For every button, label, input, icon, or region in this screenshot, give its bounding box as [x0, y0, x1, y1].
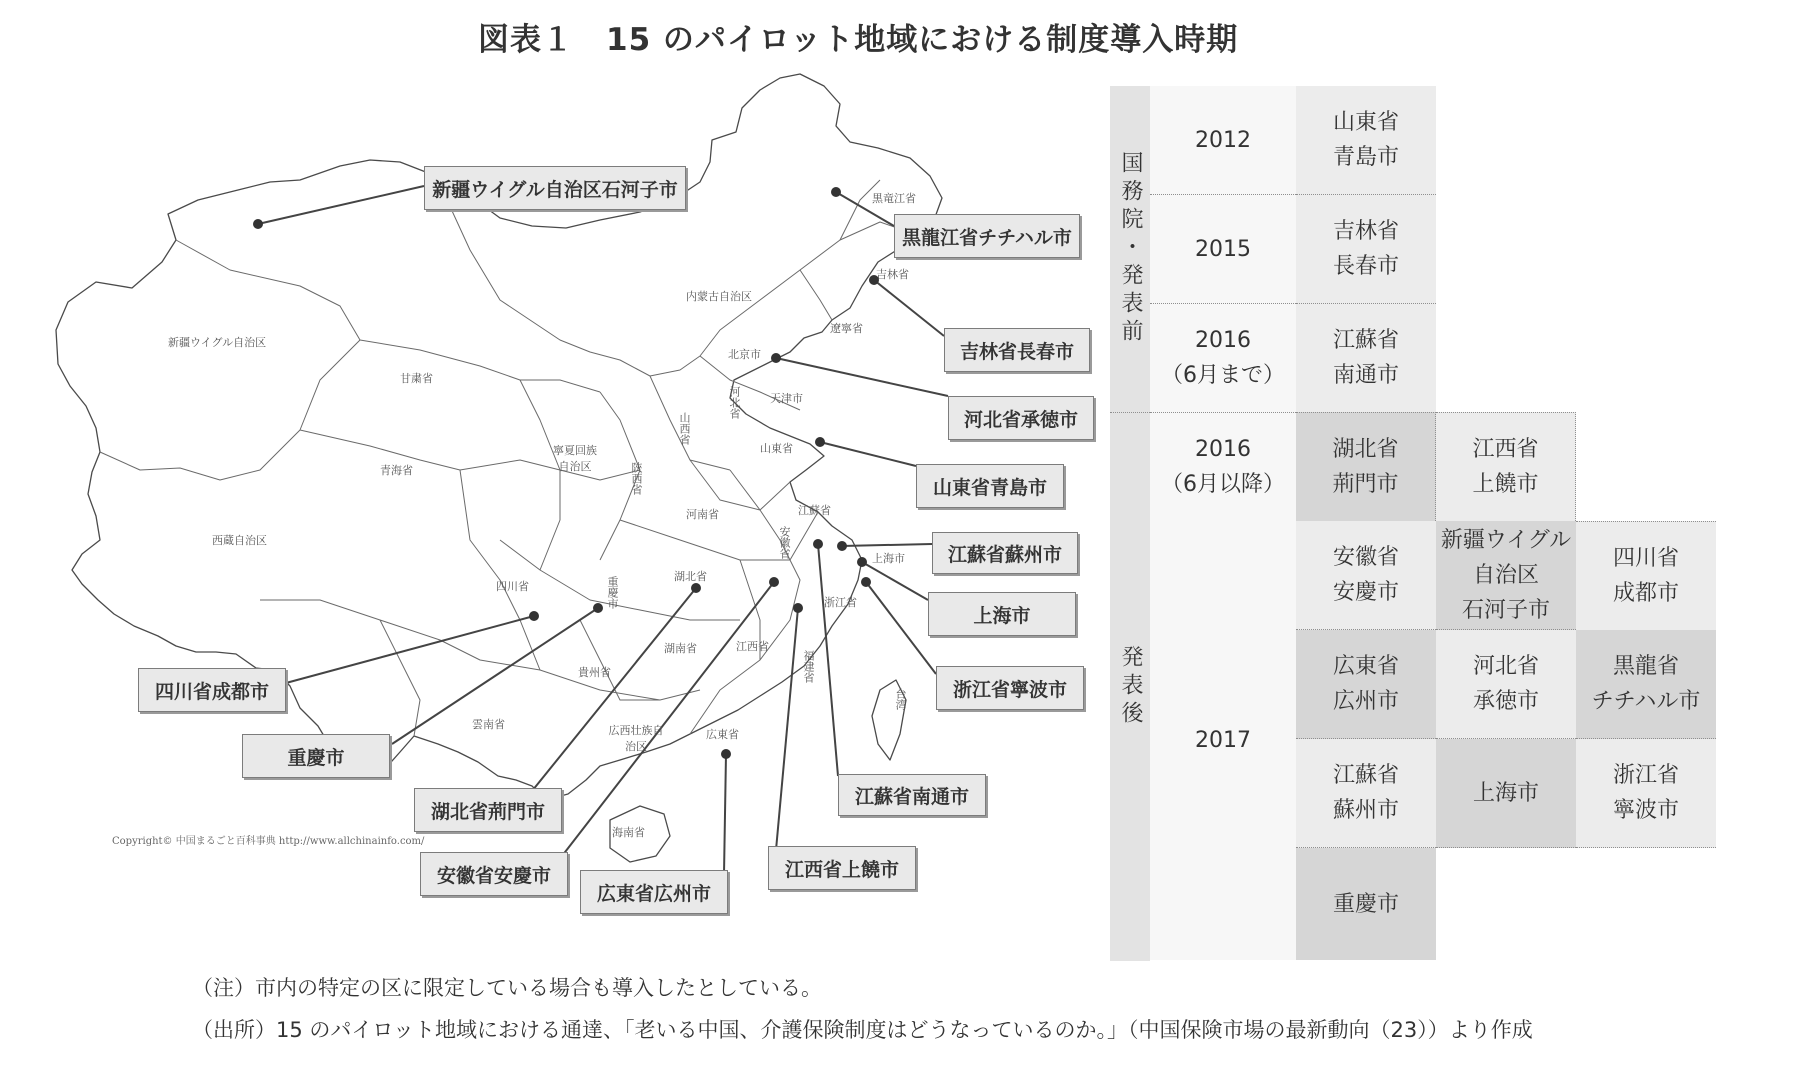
- label-jiangxi: 江西省: [736, 640, 769, 653]
- dot-shangrao: [793, 603, 803, 613]
- label-guangdong: 広東省: [706, 728, 739, 741]
- callout-qingdao: 山東省青島市: [916, 464, 1064, 508]
- city-jingmen: 湖北省 荊門市: [1296, 412, 1436, 521]
- city-shangrao: 江西省 上饒市: [1436, 412, 1576, 521]
- dot-shihezi: [253, 219, 263, 229]
- label-tibet: 西蔵自治区: [212, 534, 267, 547]
- label-liaoning: 遼寧省: [830, 322, 863, 335]
- dot-qingdao: [815, 437, 825, 447]
- callout-suzhou: 江蘇省蘇州市: [932, 532, 1078, 574]
- label-henan: 河南省: [686, 508, 719, 521]
- callout-qiqihar: 黒龍江省チチハル市: [894, 214, 1080, 258]
- city-ningbo: 浙江省 寧波市: [1576, 739, 1716, 848]
- year-2017: 2017: [1150, 521, 1296, 960]
- city-guangzhou: 広東省 広州市: [1296, 630, 1436, 739]
- city-chongqing: 重慶市: [1296, 848, 1436, 960]
- callout-nantong: 江蘇省南通市: [838, 774, 986, 816]
- callout-chongqing: 重慶市: [242, 734, 390, 778]
- label-tianjin: 天津市: [770, 392, 803, 405]
- dot-chongqing: [593, 603, 603, 613]
- label-hunan: 湖南省: [664, 642, 697, 655]
- year-2015: 2015: [1150, 195, 1296, 304]
- figure-title: 図表１ 15 のパイロット地域における制度導入時期: [478, 22, 1239, 58]
- label-yunnan: 雲南省: [472, 718, 505, 731]
- label-xinjiang: 新疆ウイグル自治区: [168, 336, 267, 349]
- dot-suzhou: [837, 541, 847, 551]
- callout-chengde: 河北省承徳市: [948, 396, 1094, 440]
- label-guangxi: 広西壮族自治区: [608, 724, 664, 753]
- label-ningxia: 寧夏回族自治区: [553, 444, 597, 473]
- label-sichuan: 四川省: [496, 580, 529, 593]
- label-inner-mongolia: 内蒙古自治区: [686, 290, 752, 303]
- dot-guangzhou: [721, 749, 731, 759]
- label-shaanxi: 陝西省: [630, 462, 643, 495]
- label-chongqing: 重慶市: [606, 576, 619, 609]
- label-fujian: 福建省: [802, 650, 815, 683]
- phase-before: 国務院・発表前: [1110, 86, 1150, 412]
- city-qingdao: 山東省 青島市: [1296, 86, 1436, 195]
- label-gansu: 甘粛省: [400, 372, 433, 385]
- callout-ningbo: 浙江省寧波市: [936, 666, 1084, 710]
- city-qiqihar: 黒龍省 チチハル市: [1576, 630, 1716, 739]
- label-beijing: 北京市: [728, 348, 761, 361]
- city-chengdu: 四川省 成都市: [1576, 521, 1716, 631]
- label-anhui: 安徽省: [778, 526, 791, 559]
- label-hebei: 河北省: [728, 386, 741, 419]
- callout-shanghai: 上海市: [928, 592, 1076, 636]
- callout-guangzhou: 広東省広州市: [580, 870, 728, 914]
- label-shanxi: 山西省: [678, 412, 691, 445]
- footnote: （注）市内の特定の区に限定している場合も導入したとしている。: [192, 976, 822, 1000]
- callout-jingmen: 湖北省荊門市: [414, 788, 562, 832]
- label-hainan: 海南省: [612, 826, 645, 839]
- year-2016-before-june: 2016 （6月まで）: [1150, 304, 1296, 412]
- callout-changchun: 吉林省長春市: [944, 328, 1090, 372]
- city-shihezi: 新疆ウイグル 自治区 石河子市: [1436, 521, 1576, 630]
- callout-chengdu: 四川省成都市: [138, 668, 286, 712]
- dot-anqing: [769, 577, 779, 587]
- city-suzhou: 江蘇省 蘇州市: [1296, 739, 1436, 848]
- label-hubei: 湖北省: [674, 570, 707, 583]
- city-changchun: 吉林省 長春市: [1296, 195, 1436, 304]
- label-zhejiang: 浙江省: [824, 596, 857, 609]
- callout-anqing: 安徽省安慶市: [420, 852, 568, 896]
- dot-chengdu: [529, 611, 539, 621]
- label-shandong: 山東省: [760, 442, 793, 455]
- label-qinghai: 青海省: [380, 464, 413, 477]
- city-anqing: 安徽省 安慶市: [1296, 521, 1436, 630]
- dot-shanghai: [857, 557, 867, 567]
- city-chengde: 河北省 承徳市: [1436, 630, 1576, 739]
- dot-qiqihar: [831, 187, 841, 197]
- label-guizhou: 貴州省: [578, 666, 611, 679]
- dot-jingmen: [691, 583, 701, 593]
- dot-chengde: [771, 353, 781, 363]
- label-taiwan: 台湾: [894, 688, 907, 710]
- city-nantong: 江蘇省 南通市: [1296, 304, 1436, 412]
- source-note: （出所）15 のパイロット地域における通達、「老いる中国、介護保険制度はどうなっているのか。」（中国保険市場の最新動向（23））より作成: [192, 1018, 1533, 1042]
- label-jilin: 吉林省: [876, 268, 909, 281]
- phase-after: 発表後: [1110, 412, 1150, 961]
- callout-shihezi: 新疆ウイグル自治区石河子市: [424, 166, 686, 210]
- dot-ningbo: [861, 577, 871, 587]
- dot-nantong: [813, 539, 823, 549]
- city-shanghai: 上海市: [1436, 739, 1576, 848]
- year-2016-after-june: 2016 （6月以降）: [1150, 412, 1296, 522]
- year-2012: 2012: [1150, 86, 1296, 195]
- label-heilongjiang: 黒竜江省: [872, 192, 916, 205]
- map-copyright: Copyright© 中国まるごと百科事典 http://www.allchinainfo.com/: [112, 836, 425, 847]
- callout-shangrao: 江西省上饒市: [768, 846, 916, 890]
- label-shanghai: 上海市: [872, 552, 905, 565]
- label-jiangsu: 江蘇省: [798, 504, 831, 517]
